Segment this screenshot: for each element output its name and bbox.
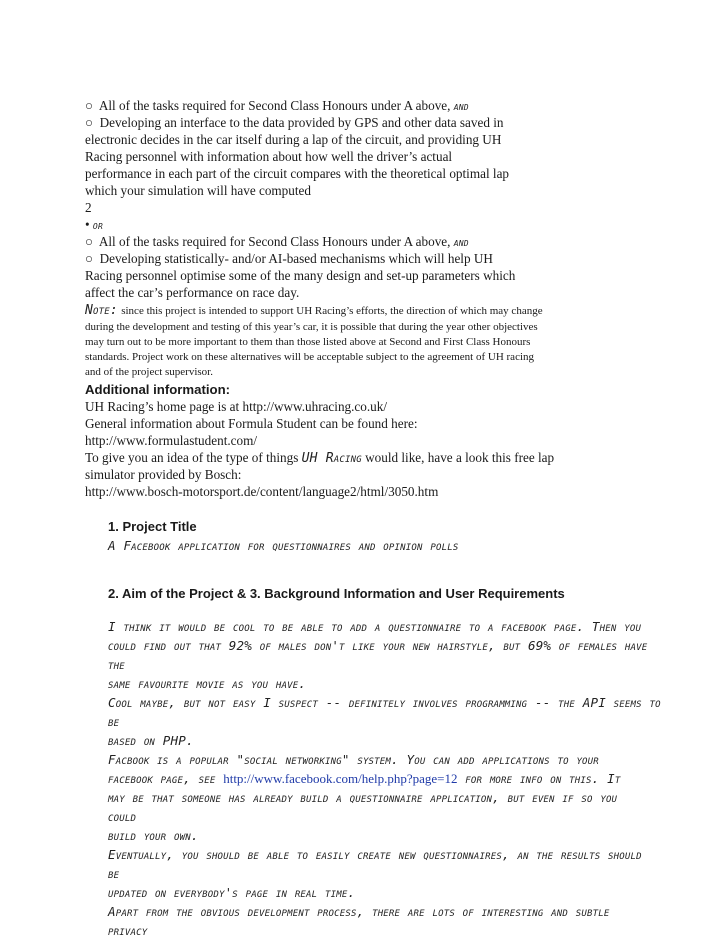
body-line: privacy [108, 923, 148, 938]
body-line: Eventually, you should be able to easily create new questionnaires, an the results should [108, 847, 642, 862]
list-item [85, 233, 469, 251]
hollow-bullet-icon: ○ [85, 115, 93, 130]
body-line: Apart from the obvious development process, there are lots of interesting and subtle [108, 904, 610, 919]
body-line: the [108, 657, 125, 672]
body-line: Cool maybe, but not easy I suspect -- definitely involves programming -- the API seems to [108, 695, 661, 710]
body-line: build your own. [108, 828, 199, 843]
body-line: based on PHP. [108, 733, 194, 748]
handwritten-and: and [453, 236, 469, 249]
note-line: standards. Project work on these alternatives will be acceptable subject to the agreement of UH racing [85, 351, 535, 363]
text-line: affect the car’s performance on race day. [85, 285, 300, 300]
bosch-link[interactable]: http://www.bosch-motorsport.de/content/language2/html/3050.htm [85, 484, 439, 499]
body-line: I think it would be cool to be able to add a questionnaire to a facebook page. Then you [108, 619, 642, 634]
text-line [85, 449, 554, 467]
text-line: performance in each part of the circuit compares with the theoretical optimal lap [85, 166, 510, 181]
body-line: could [108, 809, 137, 824]
body-line: may be that someone has already build a questionnaire application, but even if so you [108, 790, 618, 805]
text-line: Racing personnel with information about how well the driver’s actual [85, 149, 453, 164]
list-item-text: Developing an interface to the data provided by GPS and other data saved in [99, 115, 504, 130]
hollow-bullet-icon: ○ [85, 251, 93, 266]
list-item [85, 216, 103, 234]
solid-bullet-icon: • [85, 217, 90, 232]
project-title: A Facebook application for questionnaires and opinion polls [108, 538, 459, 553]
text-span: To give you an idea of the type of things [85, 450, 299, 465]
body-line: updated on everybody's page in real time. [108, 885, 356, 900]
handwritten-and: and [453, 100, 469, 113]
list-item-text: All of the tasks required for Second Class Honours under A above, [98, 234, 451, 249]
body-line [108, 769, 620, 788]
list-item [85, 97, 469, 115]
body-line: same favourite movie as you have. [108, 676, 307, 691]
note-label: Note: [85, 303, 118, 318]
section-1-heading: 1. Project Title [108, 519, 197, 534]
text-line: General information about Formula Student can be found here: [85, 416, 418, 431]
list-item-text: Developing statistically- and/or AI-based mechanisms which will help UH [99, 251, 493, 266]
text-line: simulator provided by Bosch: [85, 467, 242, 482]
body-line: could find out that 92% of males don't like your new hairstyle, but 69% of females have [108, 638, 648, 653]
page-number: 2 [85, 200, 92, 215]
note-line [85, 301, 543, 319]
hollow-bullet-icon: ○ [85, 234, 93, 249]
text-line: which your simulation will have computed [85, 183, 311, 198]
formula-student-link[interactable]: http://www.formulastudent.com/ [85, 433, 258, 448]
list-item [85, 114, 504, 131]
text-line: electronic decides in the car itself during a lap of the circuit, and providing UH [85, 132, 502, 147]
text-span: for more info on this. It [465, 771, 621, 786]
text-line: UH Racing’s home page is at http://www.uhracing.co.uk/ [85, 399, 388, 414]
additional-info-heading: Additional information: [85, 382, 231, 397]
hollow-bullet-icon: ○ [85, 98, 93, 113]
note-line: and of the project supervisor. [85, 366, 213, 378]
list-item-text: All of the tasks required for Second Class Honours under A above, [98, 98, 451, 113]
body-line: be [108, 866, 120, 881]
handwritten-or: or [92, 219, 103, 232]
text-span: would like, have a look this free lap [365, 450, 555, 465]
section-2-heading: 2. Aim of the Project & 3. Background Information and User Requirements [108, 586, 565, 601]
handwritten-uh-racing: UH Racing [301, 451, 362, 466]
note-line: may turn out to be more important to them than those listed above at Second and First Class Honours [85, 336, 531, 348]
facebook-help-link[interactable]: http://www.facebook.com/help.php?page=12 [223, 771, 458, 786]
text-line: Racing personnel optimise some of the many design and set-up parameters which [85, 268, 516, 283]
list-item [85, 250, 493, 267]
body-line: Facbook is a popular "social networking" system. You can add applications to your [108, 752, 599, 767]
note-text: since this project is intended to support UH Racing’s efforts, the direction of which may change [121, 305, 543, 317]
body-line: be [108, 714, 120, 729]
note-line: during the development and testing of this year’s car, it is possible that during the year other objectives [85, 321, 538, 333]
text-span: facebook page, see [108, 771, 216, 786]
